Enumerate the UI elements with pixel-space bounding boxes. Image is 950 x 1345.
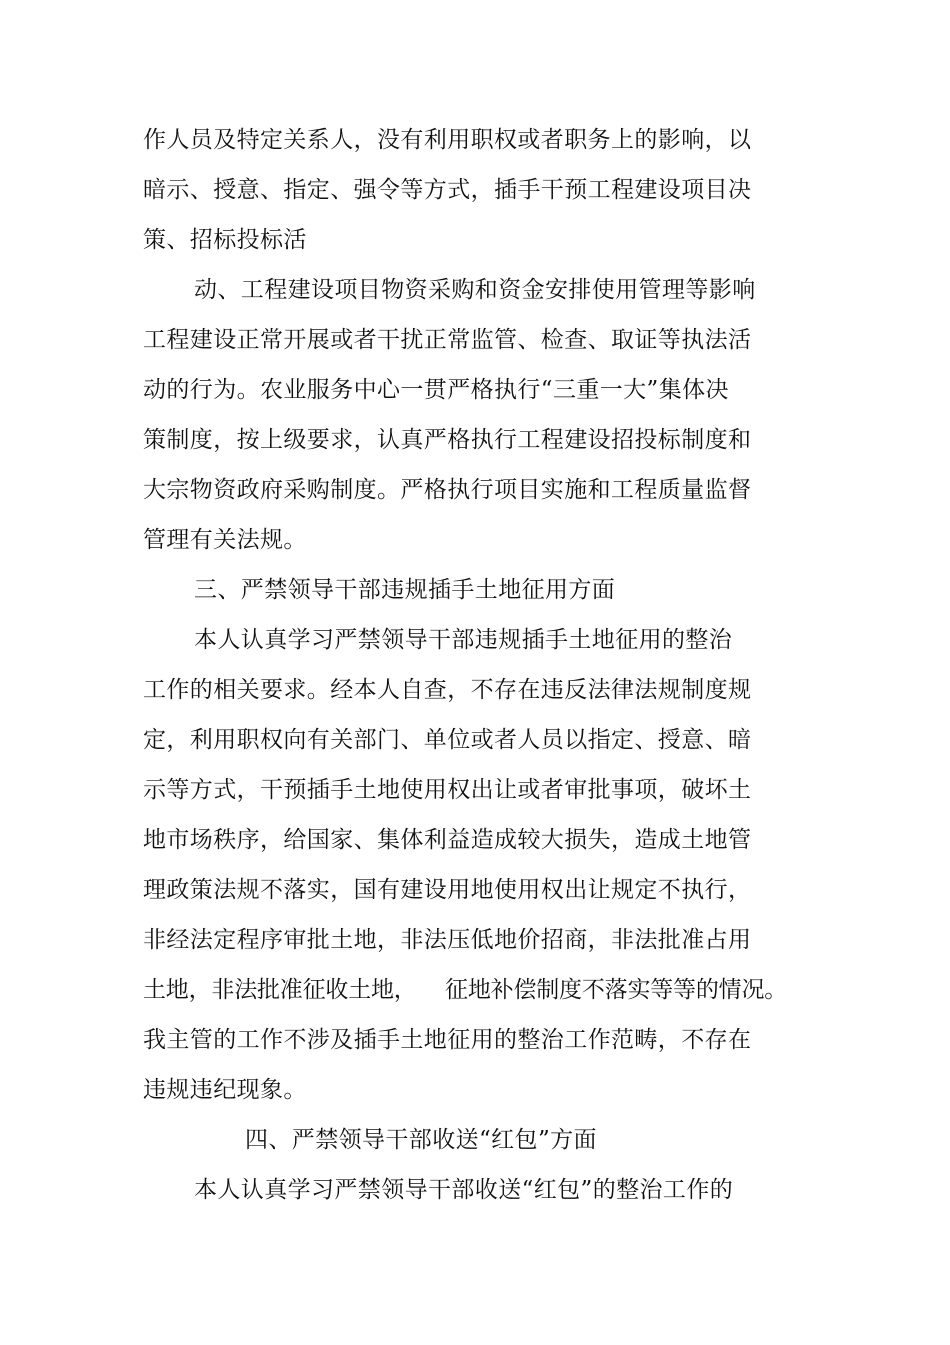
text-line: 动、工程建设项目物资采购和资金安排使用管理等影响 — [194, 277, 756, 303]
text-line: 策制度，按上级要求，认真严格执行工程建设招投标制度和 — [143, 427, 752, 453]
text-line: 地市场秩序，给国家、集体利益造成较大损失，造成土地管 — [143, 827, 752, 853]
text-line: 非经法定程序审批土地，非法压低地价招商，非法批准占用 — [143, 927, 752, 953]
text-line: 暗示、授意、指定、强令等方式，插手干预工程建设项目决 — [143, 177, 752, 203]
text-line: 管理有关法规。 — [143, 527, 307, 553]
text-line: 大宗物资政府采购制度。严格执行项目实施和工程质量监督 — [143, 477, 752, 503]
text-line: 违规违纪现象。 — [143, 1077, 307, 1103]
text-line: 工程建设正常开展或者干扰正常监管、检查、取证等执法活 — [143, 327, 752, 353]
text-line: 本人认真学习严禁领导干部违规插手土地征用的整治 — [194, 627, 733, 653]
section-heading: 三、严禁领导干部违规插手土地征用方面 — [194, 577, 616, 603]
text-line: 我主管的工作不涉及插手土地征用的整治工作范畴，不存在 — [143, 1027, 752, 1053]
text-line: 本人认真学习严禁领导干部收送“红包”的整治工作的 — [194, 1177, 734, 1203]
section-heading: 四、严禁领导干部收送“红包”方面 — [245, 1127, 597, 1153]
text-line: 理政策法规不落实，国有建设用地使用权出让规定不执行， — [143, 877, 752, 903]
text-line: 动的行为。农业服务中心一贯严格执行“三重一大”集体决 — [143, 377, 729, 403]
text-line: 土地，非法批准征收土地， 征地补偿制度不落实等等的情况。 — [143, 977, 788, 1003]
text-line: 示等方式，干预插手土地使用权出让或者审批事项，破坏土 — [143, 777, 752, 803]
text-line: 策、招标投标活 — [143, 227, 307, 253]
text-line: 作人员及特定关系人，没有利用职权或者职务上的影响，以 — [143, 127, 752, 153]
text-line: 定，利用职权向有关部门、单位或者人员以指定、授意、暗 — [143, 727, 752, 753]
text-line: 工作的相关要求。经本人自查，不存在违反法律法规制度规 — [143, 677, 752, 703]
